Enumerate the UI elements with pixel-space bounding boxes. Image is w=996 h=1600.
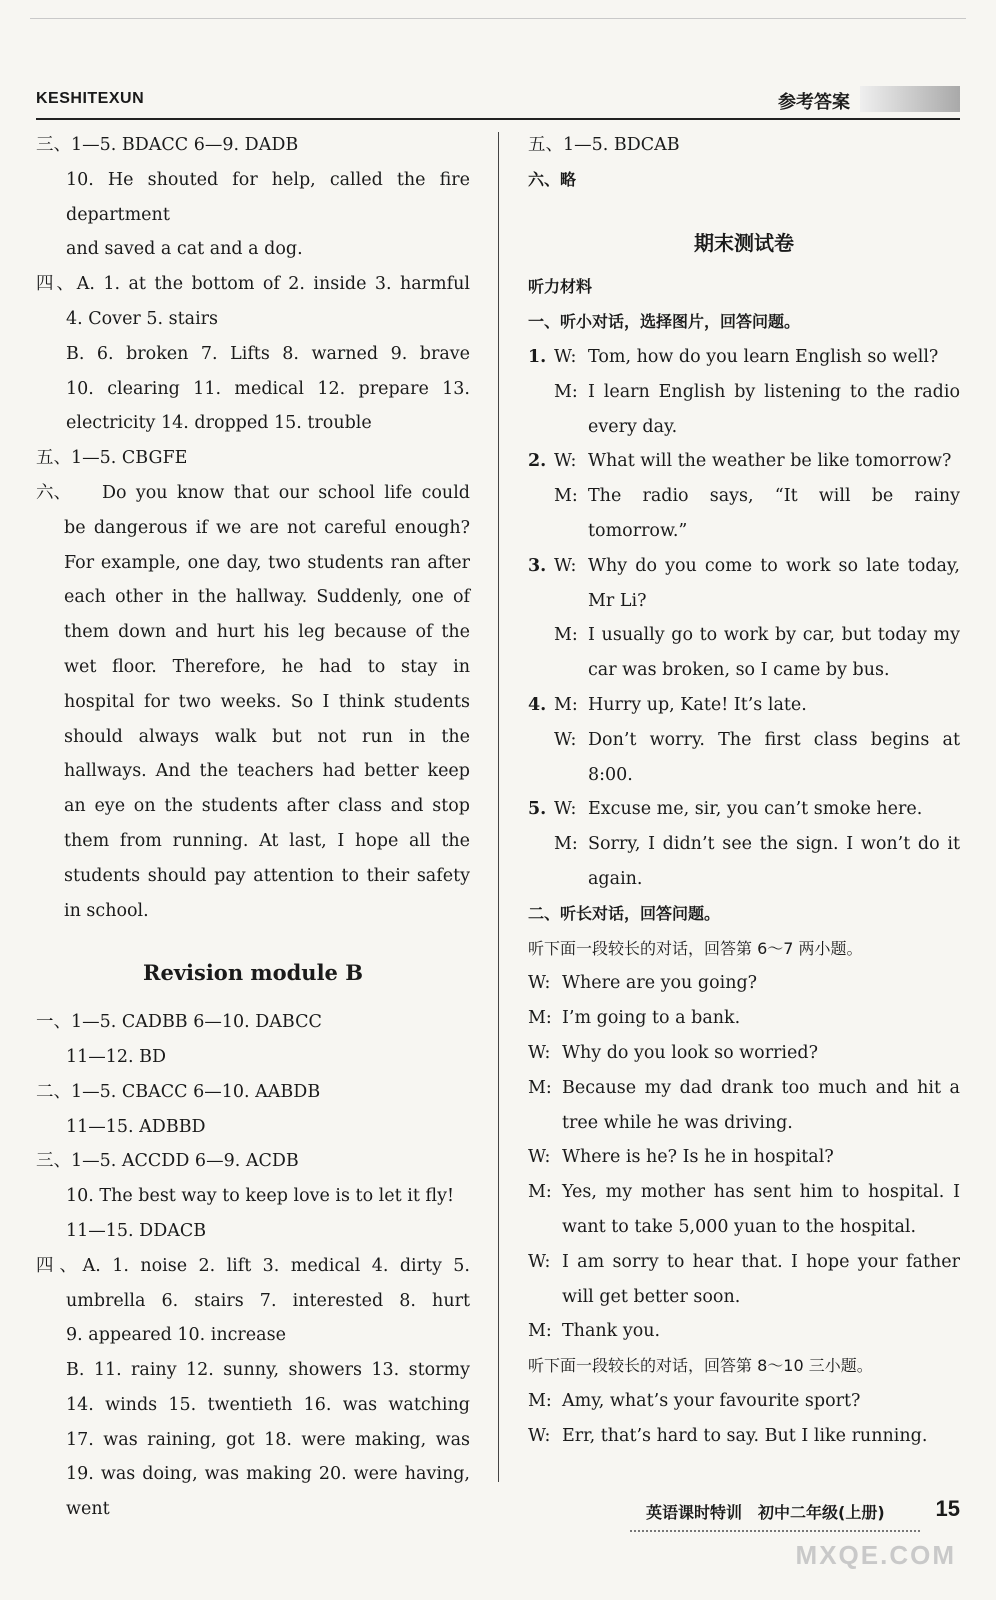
dialogue-line: 5. W: Excuse me, sir, you can’t smoke here. <box>528 799 923 820</box>
final-test-title: 期末测试卷 <box>694 230 794 255</box>
column-divider <box>498 132 499 1482</box>
answer-line: 一、1—5. CADBB 6—10. DABCC <box>36 1012 322 1033</box>
dialogue-line: 4. M: Hurry up, Kate! It’s late. <box>528 694 807 715</box>
conversation-line: M: Thank you. <box>528 1321 661 1342</box>
conversation-line: M: Yes, my mother has sent him to hospital. I want to take 5,000 yuan to the hospital. <box>528 1182 960 1237</box>
header-rule <box>36 118 960 120</box>
instruction-line: 听下面一段较长的对话，回答第 6～7 两小题。 <box>528 938 863 958</box>
part-heading: 二、听长对话，回答问题。 <box>528 903 721 923</box>
answer-line: 二、1—5. CBACC 6—10. AABDB <box>36 1081 321 1102</box>
answer-line: 10. clearing 11. medical 12. prepare 13. <box>66 378 470 399</box>
answer-line: 四、A. 1. noise 2. lift 3. medical 4. dirty 5. <box>36 1255 470 1276</box>
top-rule <box>30 18 966 19</box>
answer-line: 19. was doing, was making 20. were having, <box>66 1464 470 1485</box>
conversation-line: M: Amy, what’s your favourite sport? <box>528 1390 861 1411</box>
answer-line: B. 6. broken 7. Lifts 8. warned 9. brave <box>66 343 470 364</box>
answer-line: 14. winds 15. twentieth 16. was watching <box>66 1394 470 1415</box>
left-column <box>36 128 470 1527</box>
dialogue-line: W: Don’t worry. The first class begins at 8:00. <box>554 729 960 785</box>
dialogue-line: M: I learn English by listening to the radio every day. <box>554 381 960 437</box>
conversation-line: M: Because my dad drank too much and hit a tree while he was driving. <box>528 1077 960 1133</box>
answer-line: 五、1—5. CBGFE <box>36 448 188 469</box>
answer-line: 17. was raining, got 18. were making, was <box>66 1429 470 1450</box>
answers-title: 参考答案 <box>778 92 850 113</box>
revision-title: Revision module B <box>143 960 363 986</box>
page-footer <box>630 1496 960 1534</box>
answer-line: electricity 14. dropped 15. trouble <box>66 413 372 434</box>
dialogue-line: M: I usually go to work by car, but today my car was broken, so I came by bus. <box>554 625 960 681</box>
essay-paragraph <box>36 476 470 928</box>
answer-line: B. 11. rainy 12. sunny, showers 13. stormy <box>66 1360 470 1381</box>
answer-line: 9. appeared 10. increase <box>66 1325 286 1346</box>
answer-line: 11—15. ADBBD <box>66 1116 206 1137</box>
answer-line: and saved a cat and a dog. <box>66 239 303 260</box>
answer-line: 4. Cover 5. stairs <box>66 308 219 329</box>
right-column <box>528 128 960 1453</box>
book-title: 英语课时特训 初中二年级(上册) <box>646 1503 885 1522</box>
conversation-line: W: Where is he? Is he in hospital? <box>528 1147 834 1168</box>
answer-line: 10. He shouted for help, called the fire department <box>66 169 470 225</box>
answer-line: 三、1—5. ACCDD 6—9. ACDB <box>36 1151 299 1172</box>
listening-label: 听力材料 <box>528 277 593 297</box>
conversation-line: W: Err, that’s hard to say. But I like running. <box>528 1425 928 1446</box>
answer-line: 四、A. 1. at the bottom of 2. inside 3. harmful <box>36 274 470 295</box>
part-heading: 一、听小对话，选择图片，回答问题。 <box>528 312 801 332</box>
conversation-line: W: Where are you going? <box>528 973 758 994</box>
page-number: 15 <box>935 1496 960 1521</box>
dialogue-line: M: Sorry, I didn’t see the sign. I won’t do it again. <box>554 834 960 889</box>
header-gradient-bar <box>860 86 960 112</box>
footer-dotted-rule <box>630 1530 920 1532</box>
dialogue-line: M: The radio says, “It will be rainy tomorrow.” <box>554 486 960 541</box>
answer-line: 10. The best way to keep love is to let it fly! <box>66 1186 455 1207</box>
conversation-line: W: Why do you look so worried? <box>528 1042 818 1063</box>
dialogue-line: 3. W: Why do you come to work so late today, Mr Li? <box>528 555 960 611</box>
answer-line: 三、1—5. BDACC 6—9. DADB <box>36 135 299 155</box>
answer-line: 五、1—5. BDCAB <box>528 135 680 155</box>
answer-line: went <box>66 1499 110 1520</box>
answer-line: 11—12. BD <box>66 1046 167 1067</box>
answer-line: 六、略 <box>528 169 577 189</box>
answer-line: umbrella 6. stairs 7. interested 8. hurt <box>66 1290 470 1311</box>
conversation-line: W: I am sorry to hear that. I hope your father will get better soon. <box>528 1251 960 1307</box>
essay-text: Do you know that our school life could be dangerous if we are not careful enough? For example, one day, two students ran after each other in the hallway. Suddenly, one of them down and hurt his leg because of the wet floor. Therefore, he had to stay in hospital for two weeks. So I think students should always walk but not run in the hallways. And the teachers had better keep an eye on the students after class and stop them from running. At last, I hope all the students should pay attention to their safety in school. <box>64 482 470 921</box>
answer-line: 11—15. DDACB <box>66 1220 207 1241</box>
watermark: MXQE.COM <box>795 1540 956 1570</box>
conversation-line: M: I’m going to a bank. <box>528 1008 741 1029</box>
essay-label: 六、 <box>36 482 71 503</box>
dialogue-line: 2. W: What will the weather be like tomorrow? <box>528 451 952 472</box>
dialogue-line: 1. W: Tom, how do you learn English so well? <box>528 346 939 367</box>
instruction-line: 听下面一段较长的对话，回答第 8～10 三小题。 <box>528 1356 873 1376</box>
page-header <box>36 84 960 118</box>
brand-label: KESHITEXUN <box>36 90 145 107</box>
